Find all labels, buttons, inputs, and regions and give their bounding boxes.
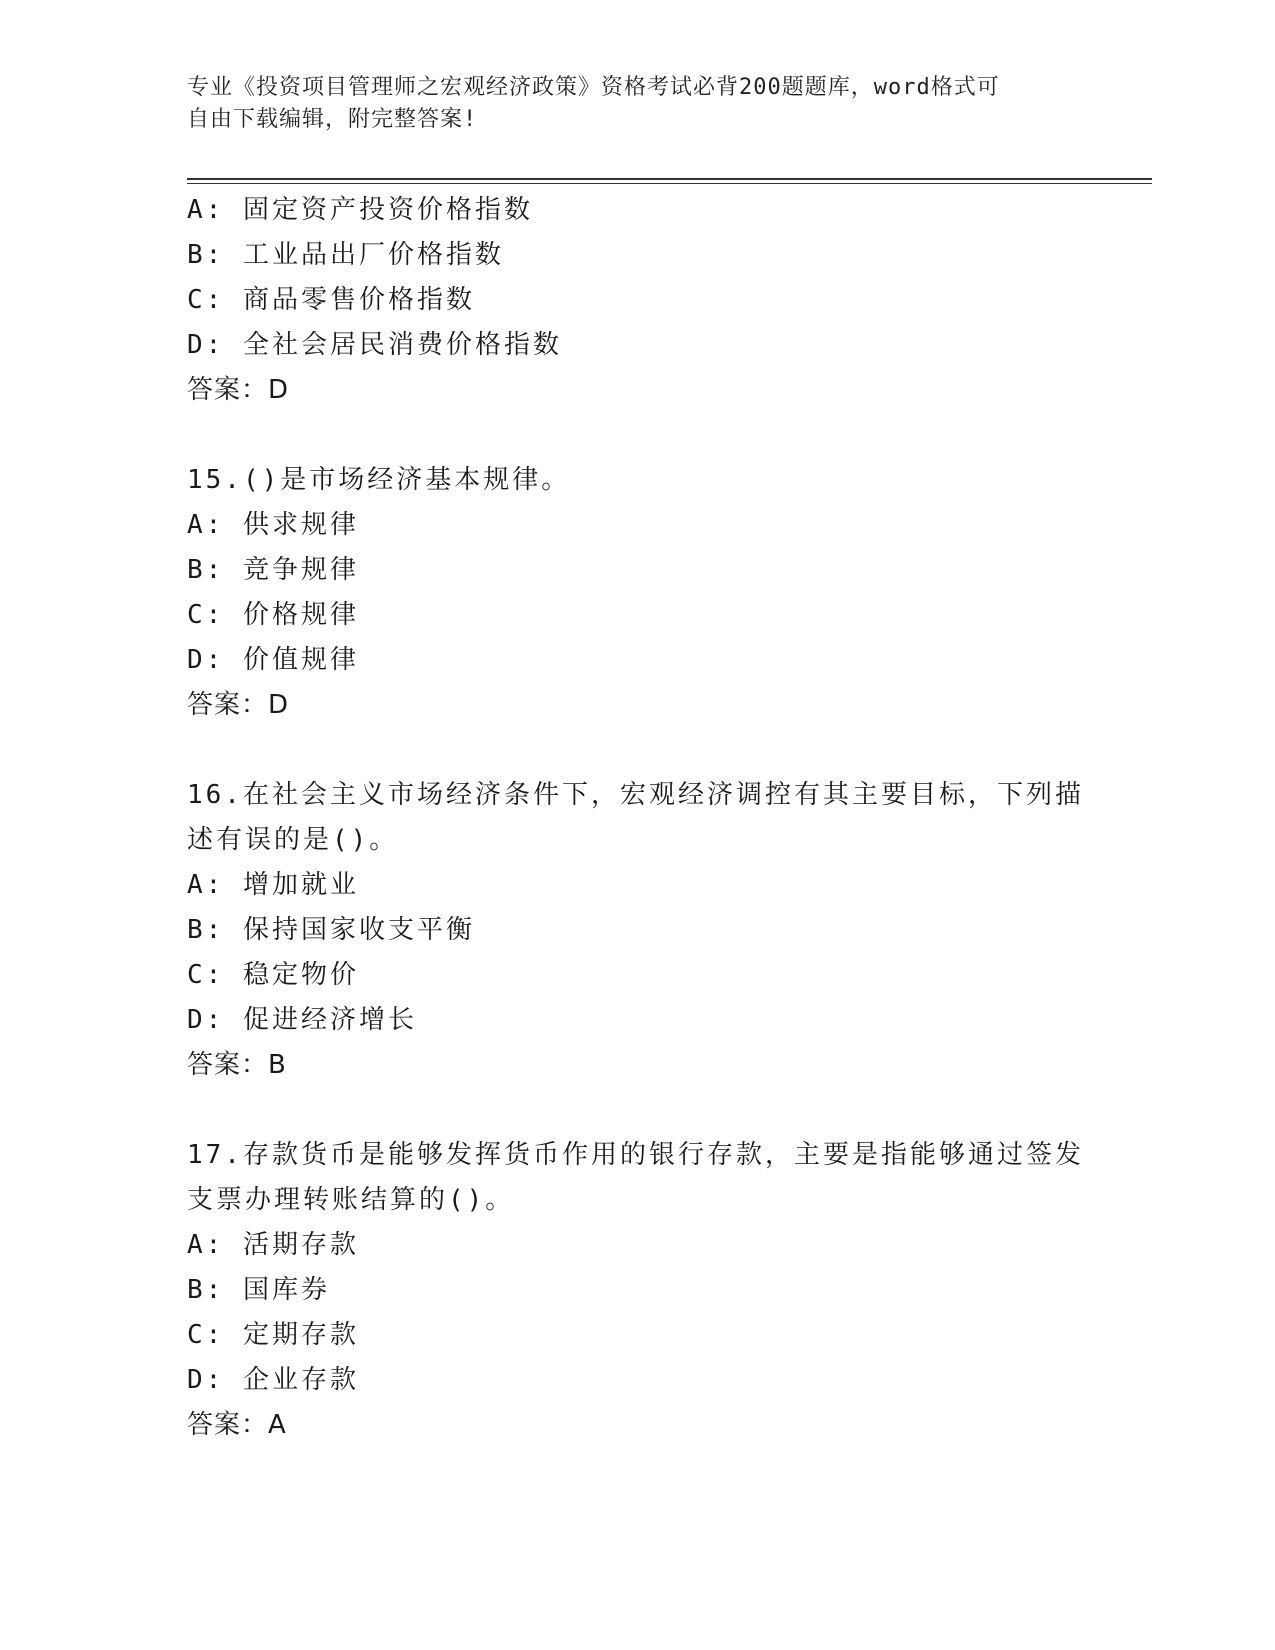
q14-option-a: A: 固定资产投资价格指数: [187, 195, 533, 225]
q16-option-a: A: 增加就业: [187, 870, 359, 900]
q15-answer: 答案：D: [187, 690, 290, 720]
header-divider: [187, 178, 1152, 184]
q16-option-d: D: 促进经济增长: [187, 1005, 417, 1035]
header-line-1: 专业《投资项目管理师之宏观经济政策》资格考试必背200题题库，word格式可: [187, 75, 1000, 100]
q15-option-c: C: 价格规律: [187, 600, 359, 630]
q15-option-a: A: 供求规律: [187, 510, 359, 540]
q16-stem-line-2: 述有误的是()。: [187, 825, 399, 855]
q15-option-b: B: 竞争规律: [187, 555, 359, 585]
q17-option-b: B: 国库券: [187, 1275, 330, 1305]
q15-option-d: D: 价值规律: [187, 645, 359, 675]
q16-option-c: C: 稳定物价: [187, 960, 359, 990]
q14-option-d: D: 全社会居民消费价格指数: [187, 330, 562, 360]
q17-option-a: A: 活期存款: [187, 1230, 359, 1260]
q17-stem-line-2: 支票办理转账结算的()。: [187, 1185, 515, 1215]
q15-stem: 15.()是市场经济基本规律。: [187, 465, 571, 495]
q14-option-c: C: 商品零售价格指数: [187, 285, 475, 315]
header-line-2: 自由下载编辑，附完整答案!: [187, 107, 478, 132]
q17-stem-line-1: 17.存款货币是能够发挥货币作用的银行存款，主要是指能够通过签发: [187, 1140, 1084, 1170]
q17-option-c: C: 定期存款: [187, 1320, 359, 1350]
q17-option-d: D: 企业存款: [187, 1365, 359, 1395]
q14-answer: 答案：D: [187, 375, 290, 405]
q16-stem-line-1: 16.在社会主义市场经济条件下，宏观经济调控有其主要目标，下列描: [187, 780, 1084, 810]
q17-answer: 答案：A: [187, 1410, 287, 1440]
q16-option-b: B: 保持国家收支平衡: [187, 915, 475, 945]
q16-answer: 答案：B: [187, 1050, 287, 1080]
document-header: [187, 72, 1067, 136]
q14-option-b: B: 工业品出厂价格指数: [187, 240, 504, 270]
